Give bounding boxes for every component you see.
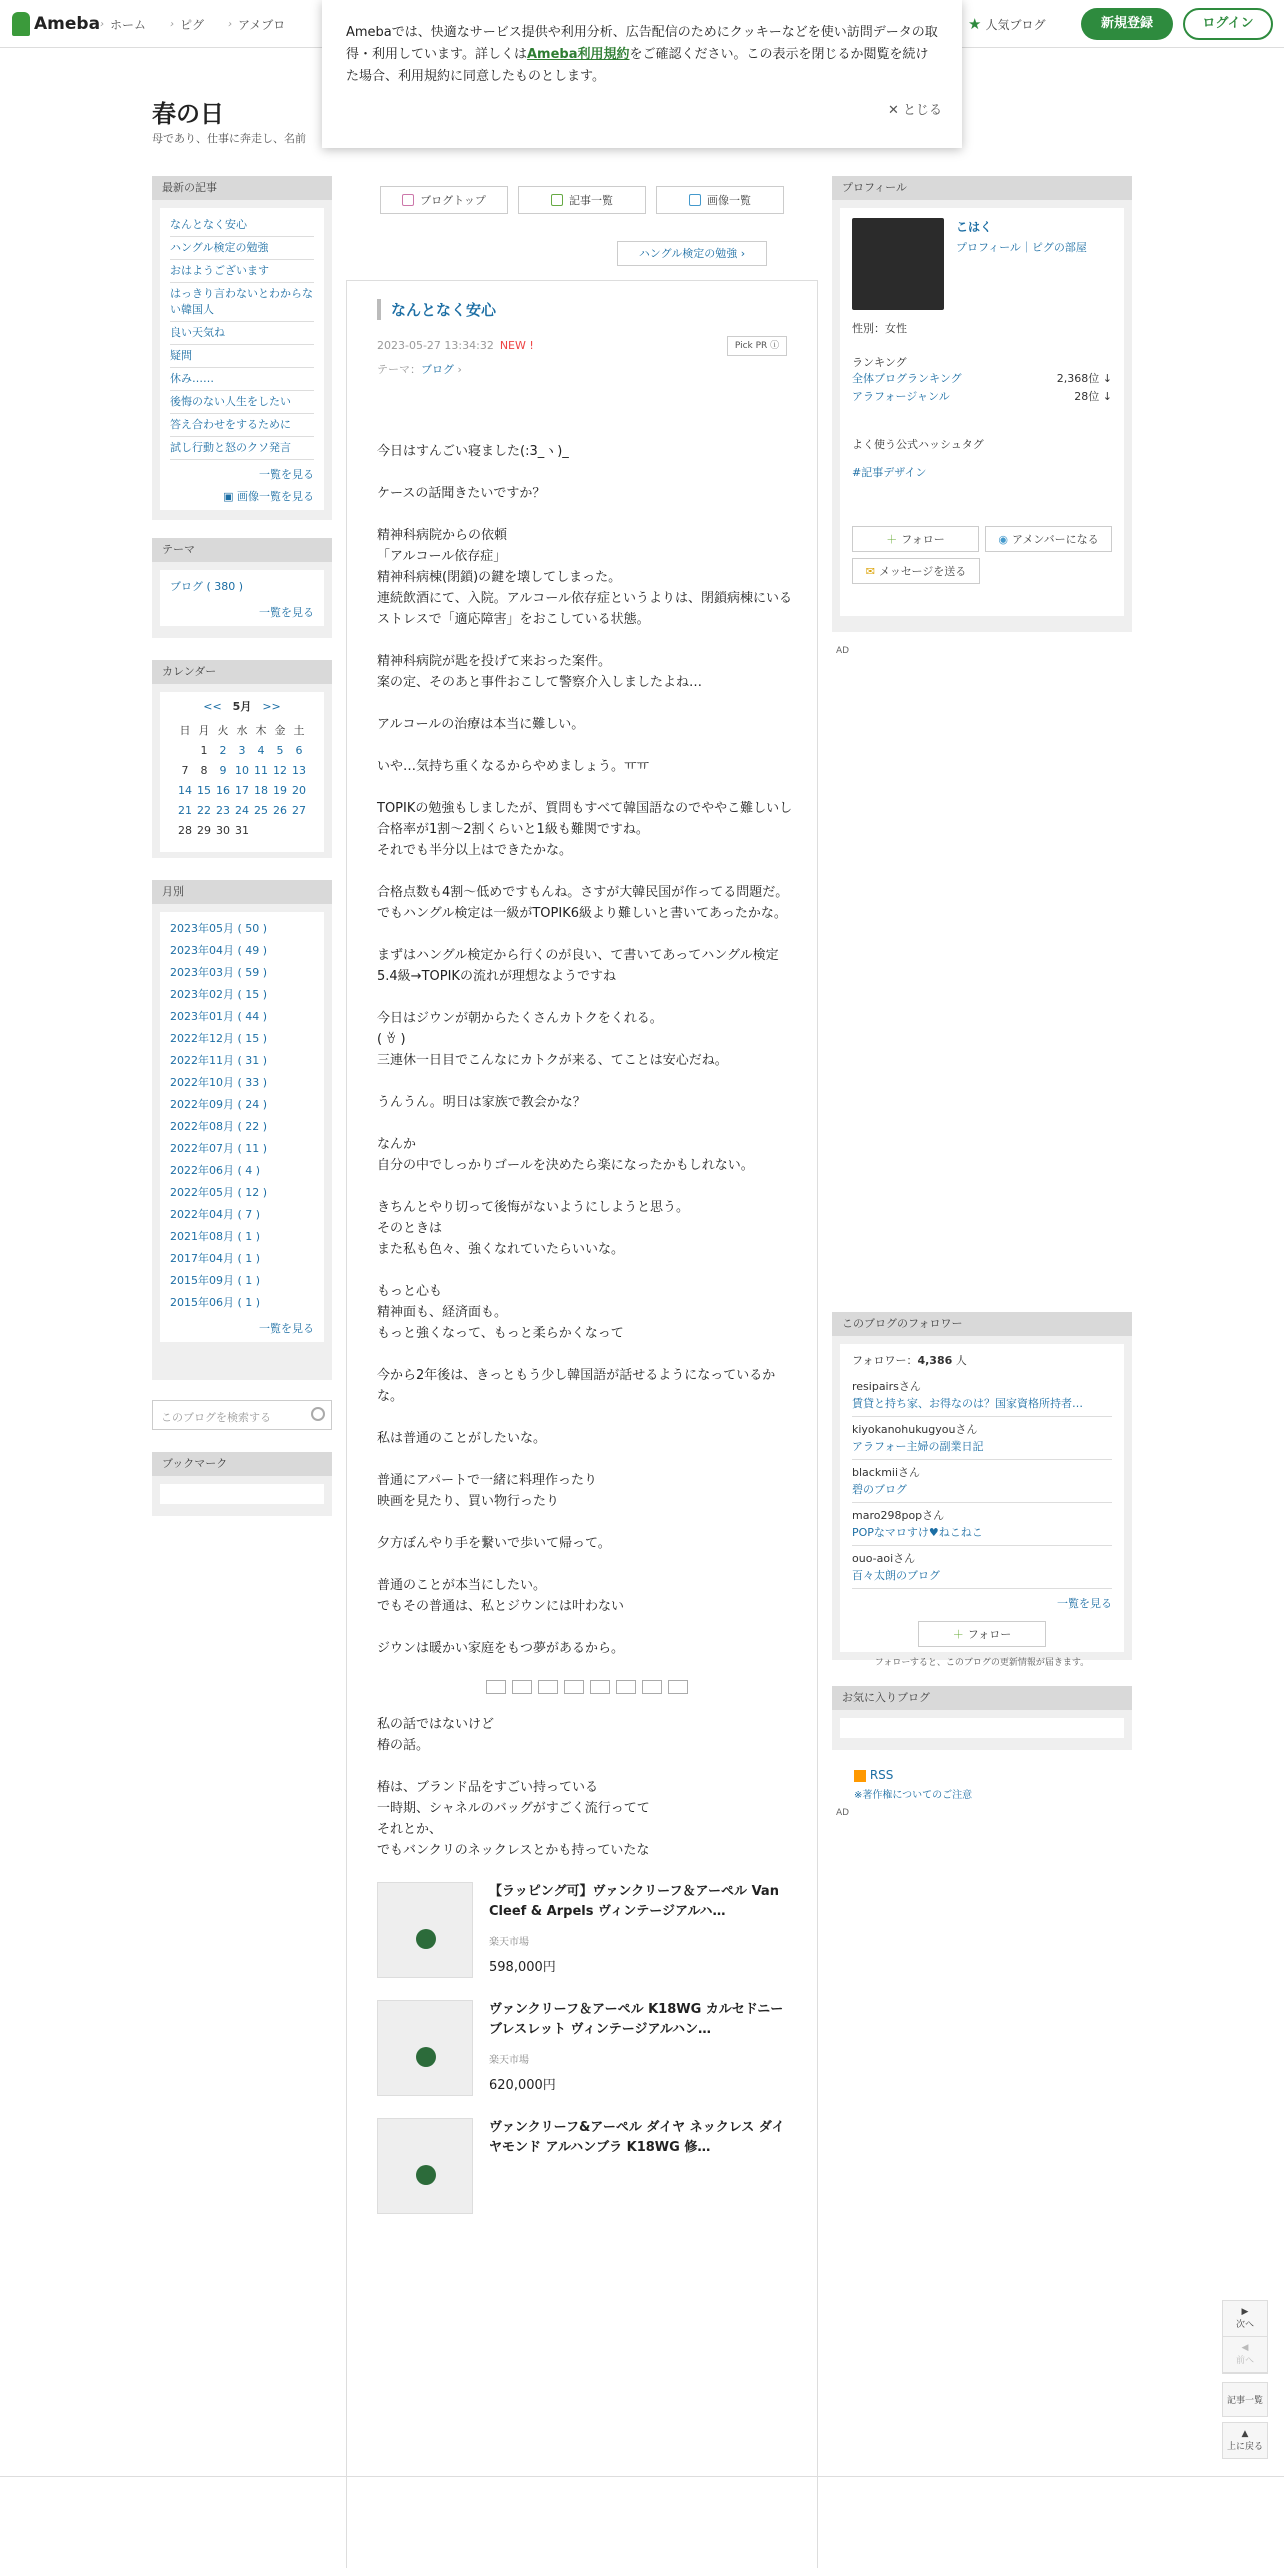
calendar-day: 31 bbox=[235, 823, 249, 837]
followers-inner bbox=[840, 1344, 1124, 1668]
profile-heading: プロフィール bbox=[832, 176, 1132, 200]
month-archive-link[interactable]: 2023年04月 ( 49 ) bbox=[170, 944, 268, 957]
copyright-link[interactable] bbox=[854, 1786, 972, 1801]
bookmark-list bbox=[160, 1484, 324, 1504]
article-paragraph: もっと心も 精神面も、経済面も。 もっと強くなって、もっと柔らかくなって bbox=[377, 1284, 624, 1341]
article-list-label: 記事一覧 bbox=[1226, 2396, 1263, 2406]
recent-articles-box bbox=[152, 176, 332, 520]
profile-links[interactable]: プロフィール｜ピグの部屋 bbox=[956, 241, 1087, 254]
message-label: メッセージを送る bbox=[878, 565, 967, 578]
month-archive-link[interactable]: 2015年06月 ( 1 ) bbox=[170, 1296, 261, 1309]
follower-item bbox=[852, 1417, 1112, 1460]
next-label: 次へ bbox=[1235, 2320, 1254, 2330]
image-list-label: 画像一覧を見る bbox=[237, 490, 314, 503]
plus-icon: ＋ bbox=[952, 1628, 964, 1641]
hashtag-link[interactable]: #記事デザイン bbox=[852, 466, 927, 479]
follow-button-2[interactable] bbox=[918, 1621, 1046, 1647]
prev-article-button[interactable]: ◀ 前へ bbox=[1223, 2337, 1267, 2373]
broken-image-icon bbox=[668, 1680, 688, 1694]
product-name[interactable]: ヴァンクリーフ＆アーペル K18WG カルセドニー ブレスレット ヴィンテージアルハン… bbox=[489, 2002, 784, 2037]
product-card[interactable] bbox=[377, 2118, 797, 2214]
calendar-day-link[interactable]: 9 bbox=[219, 763, 227, 777]
recent-article-link[interactable]: ハングル検定の勉強 bbox=[170, 237, 314, 260]
image-icon: ▣ bbox=[223, 490, 237, 503]
product-card[interactable] bbox=[377, 1882, 797, 1978]
follow-note: フォローすると、このブログの更新情報が届きます。 bbox=[874, 1658, 1090, 1668]
calendar-month: 5月 bbox=[232, 700, 252, 713]
ad-label-2: AD bbox=[836, 1808, 850, 1818]
login-button[interactable]: ログイン bbox=[1183, 8, 1273, 40]
follower-blog-link[interactable]: 碧のブログ bbox=[852, 1483, 907, 1496]
pickpr-button[interactable]: Pick PR ⓘ bbox=[727, 336, 787, 356]
profile-gender: 性別：女性 bbox=[852, 322, 907, 335]
calendar-day-link[interactable]: 23 bbox=[216, 803, 230, 817]
list-icon bbox=[551, 194, 563, 206]
recent-article-link[interactable]: 試し行動と怒のクソ発言 bbox=[170, 437, 314, 460]
calendar-day-link[interactable]: 21 bbox=[178, 803, 192, 817]
follower-count-unit: 人 bbox=[955, 1354, 967, 1367]
calendar-box bbox=[152, 660, 332, 858]
cookie-close-button[interactable] bbox=[888, 100, 942, 122]
month-archive-link[interactable]: 2022年05月 ( 12 ) bbox=[170, 1186, 268, 1199]
product-price: 598,000円 bbox=[489, 1960, 556, 1975]
month-archive-link[interactable]: 2017年04月 ( 1 ) bbox=[170, 1252, 261, 1265]
weekday: 木 bbox=[255, 724, 267, 737]
top-nav bbox=[100, 16, 285, 33]
recent-article-link[interactable]: はっきり言わないとわからない韓国人 bbox=[170, 283, 314, 322]
article-paragraph: うんうん。明日は家族で教会かな？ bbox=[377, 1095, 586, 1110]
article bbox=[346, 280, 818, 2568]
broken-image-icon bbox=[486, 1680, 506, 1694]
month-archive-link[interactable]: 2015年09月 ( 1 ) bbox=[170, 1274, 261, 1287]
calendar-day-link[interactable]: 15 bbox=[197, 783, 211, 797]
article-paragraph: 今日はすんごい寝ました(:3_ヽ)_ bbox=[377, 444, 569, 459]
follow-button[interactable] bbox=[852, 526, 979, 552]
calendar-day: 30 bbox=[216, 823, 230, 837]
recent-article-link[interactable]: 答え合わせをするために bbox=[170, 414, 314, 437]
blog-icon bbox=[402, 194, 414, 206]
broken-image-icon bbox=[642, 1680, 662, 1694]
theme-link-blog[interactable]: ブログ ( 380 ) bbox=[170, 580, 244, 593]
article-date: 2023-05-27 13:34:32 bbox=[377, 339, 494, 352]
amember-label: アメンバーになる bbox=[1012, 533, 1099, 546]
bookmark-box bbox=[152, 1452, 332, 1516]
calendar-day-link[interactable]: 26 bbox=[273, 803, 287, 817]
top-label: 上に戻る bbox=[1226, 2442, 1263, 2452]
article-theme-link[interactable]: ブログ bbox=[421, 363, 454, 376]
calendar-day-link[interactable]: 27 bbox=[292, 803, 306, 817]
rss-icon bbox=[854, 1770, 866, 1782]
article-paragraph: いや…気持ち重くなるからやめましょう。ㅠㅠ bbox=[377, 759, 650, 774]
monthly-list bbox=[160, 912, 324, 1342]
genre-ranking-link[interactable]: アラフォージャンル bbox=[852, 390, 950, 403]
article-paragraph: 合格点数も4割〜低めですもんね。さすが大韓民国が作ってる問題だ。 でもハングル検定は一級がTOPIK6級より難しいと書いてあったかな。 bbox=[377, 885, 789, 921]
nav-ameblo[interactable]: › アメブロ bbox=[228, 18, 286, 32]
recent-articles-list bbox=[160, 208, 324, 510]
follower-user[interactable]: ouo-aoiさん bbox=[852, 1552, 916, 1565]
chevron-right-icon: › bbox=[228, 19, 233, 30]
follower-count-label: フォロワー： bbox=[852, 1354, 918, 1367]
calendar-day-link[interactable]: 11 bbox=[254, 763, 268, 777]
article-paragraph: 私は普通のことがしたいな。 bbox=[377, 1431, 547, 1446]
favorite-box bbox=[832, 1686, 1132, 1750]
calendar-day-link[interactable]: 25 bbox=[254, 803, 268, 817]
hashtag-heading: よく使う公式ハッシュタグ bbox=[852, 438, 984, 451]
article-paragraph: きちんとやり切って後悔がないようにしようと思う。 そのときは また私も色々、強くなれていたらいいな。 bbox=[377, 1200, 690, 1257]
amember-button[interactable] bbox=[985, 526, 1112, 552]
follower-user[interactable]: blackmiiさん bbox=[852, 1466, 921, 1479]
calendar-heading: カレンダー bbox=[152, 660, 332, 684]
product-name[interactable]: ヴァンクリーフ&アーペル ダイヤ ネックレス ダイヤモンド アルハンブラ K18WG 修… bbox=[489, 2120, 785, 2155]
follower-count-value: 4,386 bbox=[917, 1354, 953, 1367]
calendar-day-link[interactable]: 13 bbox=[292, 763, 306, 777]
article-paragraph: 椿は、ブランド品をすごい持っている 一時期、シャネルのバッグがすごく流行ってて それとか、 でもバンクリのネックレスとかも持っていたな bbox=[377, 1780, 650, 1858]
rss-link[interactable] bbox=[854, 1768, 893, 1782]
calendar-day-link[interactable]: 14 bbox=[178, 783, 192, 797]
month-archive-link[interactable]: 2022年09月 ( 24 ) bbox=[170, 1098, 268, 1111]
overall-ranking-link[interactable]: 全体ブログランキング bbox=[852, 372, 962, 385]
ad-label: AD bbox=[836, 646, 850, 656]
cookie-text-2: をご確認ください。この表示を閉じるか閲覧を続けた場合、利用規約に同意したものとします。 bbox=[346, 47, 929, 84]
product-image[interactable] bbox=[377, 2000, 473, 2096]
theme-list bbox=[160, 570, 324, 626]
calendar-day-link[interactable]: 2 bbox=[219, 743, 227, 757]
product-card[interactable] bbox=[377, 2000, 797, 2096]
close-icon: ✕ bbox=[887, 103, 903, 118]
article-paragraph: 今日はジウンが朝からたくさんカトクをくれる。 ( ꈊ ) 三連休一日目でこんなにカトクが来る、てことは安心だね。 bbox=[377, 1011, 728, 1068]
recent-article-link[interactable]: 後悔のない人生をしたい bbox=[170, 391, 314, 414]
follower-user[interactable]: resipairsさん bbox=[852, 1380, 921, 1393]
logo-text: Ameba bbox=[34, 14, 101, 34]
product-shop: 楽天市場 bbox=[489, 1937, 529, 1948]
popular-label: 人気ブログ bbox=[985, 17, 1046, 32]
follower-user[interactable]: maro298popさん bbox=[852, 1509, 945, 1522]
calendar-day: 28 bbox=[178, 823, 192, 837]
calendar-day-link[interactable]: 5 bbox=[276, 743, 284, 757]
article-paragraph: まずはハングル検定から行くのが良い、て書いてあってハングル検定5.4級→TOPIKの流れが理想なようですね bbox=[377, 948, 779, 984]
genre-rank: 28位 bbox=[1074, 390, 1100, 403]
recent-articles-heading: 最新の記事 bbox=[152, 176, 332, 200]
follower-count bbox=[852, 1352, 1112, 1368]
broken-image-icon bbox=[538, 1680, 558, 1694]
follower-blog-link[interactable]: アラフォー主婦の副業日記 bbox=[852, 1440, 984, 1453]
calendar-grid bbox=[176, 720, 309, 840]
follower-item bbox=[852, 1374, 1112, 1417]
tab-label: ブログトップ bbox=[420, 194, 486, 207]
weekday: 日 bbox=[179, 724, 191, 737]
weekday: 土 bbox=[293, 724, 305, 737]
calendar-day: 8 bbox=[200, 763, 208, 777]
tab-blog-top[interactable] bbox=[380, 186, 508, 214]
favorite-heading: お気に入りブログ bbox=[832, 1686, 1132, 1710]
footer-divider bbox=[0, 2476, 1284, 2477]
calendar-day-link[interactable]: 19 bbox=[273, 783, 287, 797]
article-paragraph: 精神科病院が匙を投げて来おった案件。 案の定、そのあと事件おこして警察介入しましたよね… bbox=[377, 654, 703, 690]
favorite-list bbox=[840, 1718, 1124, 1738]
calendar bbox=[160, 692, 324, 852]
search-icon[interactable] bbox=[311, 1407, 325, 1421]
emoji-image-row bbox=[377, 1680, 797, 1694]
chevron-right-icon: › bbox=[170, 19, 175, 30]
followers-more-link[interactable]: 一覧を見る bbox=[1057, 1597, 1112, 1610]
month-archive-link[interactable]: 2023年02月 ( 15 ) bbox=[170, 988, 268, 1001]
product-info bbox=[489, 2000, 797, 2096]
article-paragraph: 今から2年後は、きっともう少し韓国語が話せるようになっているかな。 bbox=[377, 1368, 776, 1404]
ranking-heading: ランキング bbox=[852, 356, 907, 369]
calendar-day-link[interactable]: 4 bbox=[257, 743, 265, 757]
calendar-day-link[interactable]: 3 bbox=[238, 743, 246, 757]
message-button[interactable] bbox=[852, 558, 980, 584]
article-paragraph: 夕方ぼんやり手を繋いで歩いて帰って。 bbox=[377, 1536, 611, 1551]
follower-item bbox=[852, 1546, 1112, 1589]
calendar-day-link[interactable]: 10 bbox=[235, 763, 249, 777]
tab-label: 画像一覧 bbox=[707, 194, 751, 207]
weekday: 月 bbox=[198, 724, 210, 737]
overall-rank: 2,368位 bbox=[1056, 372, 1100, 385]
follow-label: フォロー bbox=[967, 1628, 1012, 1641]
recent-article-link[interactable]: 疑問 bbox=[170, 345, 314, 368]
calendar-day: 29 bbox=[197, 823, 211, 837]
broken-image-icon bbox=[616, 1680, 636, 1694]
follow-label: フォロー bbox=[901, 533, 945, 546]
product-image[interactable] bbox=[377, 2118, 473, 2214]
article-body bbox=[377, 441, 797, 2236]
follower-blog-link[interactable]: 百々太朗のブログ bbox=[852, 1569, 940, 1582]
followers-heading: このブログのフォロワー bbox=[832, 1312, 1132, 1336]
ameba-logo-icon bbox=[12, 12, 30, 36]
article-title[interactable]: なんとなく安心 bbox=[377, 299, 496, 320]
monthly-heading: 月別 bbox=[152, 880, 332, 904]
month-archive-link[interactable]: 2021年08月 ( 1 ) bbox=[170, 1230, 261, 1243]
article-theme: テーマ：ブログ › bbox=[377, 363, 462, 376]
calendar-day-link[interactable]: 12 bbox=[273, 763, 287, 777]
nav-pigg[interactable]: › ピグ bbox=[170, 18, 205, 32]
register-button[interactable]: 新規登録 bbox=[1081, 8, 1173, 40]
chevron-right-icon: › bbox=[100, 19, 104, 30]
month-archive-link[interactable]: 2022年12月 ( 15 ) bbox=[170, 1032, 268, 1045]
tab-label: 記事一覧 bbox=[569, 194, 613, 207]
month-archive-link[interactable]: 2022年07月 ( 11 ) bbox=[170, 1142, 268, 1155]
tab-article-list[interactable] bbox=[518, 186, 646, 214]
bookmark-heading: ブックマーク bbox=[152, 1452, 332, 1476]
calendar-day: 7 bbox=[181, 763, 189, 777]
calendar-day-link[interactable]: 17 bbox=[235, 783, 249, 797]
article-paragraph: ケースの話聞きたいですか？ bbox=[377, 486, 546, 501]
broken-image-icon bbox=[564, 1680, 584, 1694]
article-paragraph: 普通のことが本当にしたい。 でもその普通は、私とジウンには叶わない bbox=[377, 1578, 625, 1614]
weekday: 火 bbox=[217, 724, 229, 737]
ranking-row: アラフォージャンル 28位 ↓ bbox=[852, 388, 1112, 406]
weekday: 水 bbox=[236, 724, 248, 737]
nav-home[interactable]: › ホーム bbox=[100, 18, 147, 32]
article-paragraph: ジウンは暖かい家庭をもつ夢があるから。 bbox=[377, 1641, 625, 1656]
month-archive-link[interactable]: 2022年11月 ( 31 ) bbox=[170, 1054, 268, 1067]
cookie-text: Amebaでは、快適なサービス提供や利用分析、広告配信のためにクッキーなどを使い訪問データの取得・利用しています。詳しくは bbox=[346, 25, 938, 62]
month-archive-link[interactable]: 2023年05月 ( 50 ) bbox=[170, 922, 268, 935]
calendar-day-link[interactable]: 16 bbox=[216, 783, 230, 797]
product-image[interactable] bbox=[377, 1882, 473, 1978]
month-more-link[interactable]: 一覧を見る bbox=[259, 1322, 314, 1335]
new-badge: NEW ! bbox=[499, 339, 534, 352]
theme-box bbox=[152, 538, 332, 638]
weekday: 金 bbox=[274, 724, 286, 737]
calendar-day-link[interactable]: 6 bbox=[295, 743, 303, 757]
close-label: とじる bbox=[902, 103, 942, 118]
broken-image-icon bbox=[590, 1680, 610, 1694]
blog-search-input[interactable] bbox=[152, 1400, 332, 1430]
next-article-button[interactable]: ▶ 次へ bbox=[1223, 2301, 1267, 2337]
article-list-button[interactable] bbox=[1222, 2382, 1268, 2417]
recent-article-link[interactable]: 休み…… bbox=[170, 368, 314, 391]
follower-item bbox=[852, 1503, 1112, 1546]
product-info bbox=[489, 1882, 797, 1978]
prev-label: 前へ bbox=[1235, 2356, 1254, 2366]
calendar-day bbox=[176, 740, 195, 760]
next-topic-button[interactable]: ハングル検定の勉強 › bbox=[617, 241, 767, 266]
article-paragraph: TOPIKの勉強もしましたが、質問もすべて韓国語なのでややこ難しいし 合格率が1割〜2割くらいと1級も難関ですね。 それでも半分以上はできたかな。 bbox=[377, 801, 793, 858]
tab-image-list[interactable] bbox=[656, 186, 784, 214]
follower-item bbox=[852, 1460, 1112, 1503]
article-paragraph: アルコールの治療は本当に難しい。 bbox=[377, 717, 585, 732]
calendar-day-link[interactable]: 24 bbox=[235, 803, 249, 817]
followers-box bbox=[832, 1312, 1132, 1668]
floating-nav bbox=[1222, 2300, 1268, 2374]
avatar[interactable] bbox=[852, 218, 944, 310]
popular-blog-link[interactable] bbox=[968, 15, 1045, 33]
article-paragraph: 精神科病院からの依頼 「アルコール依存症」 精神科病棟(閉鎖)の鍵を壊してしまった。 連続飲酒にて、入院。アルコール依存症というよりは、閉鎖病棟にいるストレスで「適応障害」をおこしている状態。 bbox=[377, 528, 792, 627]
follower-list bbox=[852, 1374, 1112, 1589]
crown-icon: ★ bbox=[968, 15, 982, 33]
blog-tabs bbox=[380, 186, 784, 214]
blog-description: 母であり、仕事に奔走し、名前 bbox=[152, 132, 306, 145]
product-name[interactable]: 【ラッピング可】ヴァンクリーフ＆アーペル Van Cleef & Arpels ヴィンテージアルハ… bbox=[489, 1884, 779, 1919]
recent-article-link[interactable]: なんとなく安心 bbox=[170, 214, 314, 237]
rss-label[interactable]: RSS bbox=[869, 1768, 894, 1782]
article-paragraph: 普通にアパートで一緒に料理作ったり 映画を見たり、買い物行ったり bbox=[377, 1473, 597, 1509]
recent-article-link[interactable]: 良い天気ね bbox=[170, 322, 314, 345]
calendar-day-link[interactable]: 18 bbox=[254, 783, 268, 797]
recent-more-link[interactable]: 一覧を見る bbox=[259, 468, 314, 481]
month-archive-link[interactable]: 2023年01月 ( 44 ) bbox=[170, 1010, 268, 1023]
broken-image-icon bbox=[512, 1680, 532, 1694]
calendar-prev[interactable]: << bbox=[203, 700, 222, 713]
blog-title[interactable]: 春の日 bbox=[152, 100, 224, 128]
profile-inner bbox=[840, 208, 1124, 616]
month-archive-link[interactable]: 2022年06月 ( 4 ) bbox=[170, 1164, 261, 1177]
follower-user[interactable]: kiyokanohukugyouさん bbox=[852, 1423, 978, 1436]
article-paragraph: なんか 自分の中でしっかりゴールを決めたら楽になったかもしれない。 bbox=[377, 1137, 754, 1173]
month-archive-link[interactable]: 2022年10月 ( 33 ) bbox=[170, 1076, 268, 1089]
image-icon bbox=[689, 194, 701, 206]
theme-heading: テーマ bbox=[152, 538, 332, 562]
calendar-day-link[interactable]: 20 bbox=[292, 783, 306, 797]
theme-more-link[interactable]: 一覧を見る bbox=[259, 606, 314, 619]
product-price: 620,000円 bbox=[489, 2078, 556, 2093]
back-to-top-button[interactable]: ▲ 上に戻る bbox=[1222, 2422, 1268, 2459]
cookie-banner bbox=[322, 0, 962, 148]
recent-article-link[interactable]: おはようございます bbox=[170, 260, 314, 283]
follower-blog-link[interactable]: POPなマロすけ♥ねこねこ bbox=[852, 1526, 983, 1539]
follower-blog-link[interactable]: 賃貸と持ち家、お得なのは？国家資格所持者… bbox=[852, 1397, 1083, 1410]
article-paragraph: 私の話ではないけど 椿の話。 bbox=[377, 1717, 495, 1753]
search-placeholder: このブログを検索する bbox=[161, 1411, 271, 1424]
copyright-label[interactable]: ※著作権についてのご注意 bbox=[854, 1790, 973, 1801]
terms-link[interactable]: Ameba利用規約 bbox=[526, 47, 630, 62]
plus-icon: ＋ bbox=[886, 533, 898, 546]
calendar-day-link[interactable]: 22 bbox=[197, 803, 211, 817]
product-shop: 楽天市場 bbox=[489, 2055, 529, 2066]
calendar-next[interactable]: >> bbox=[262, 700, 281, 713]
profile-box bbox=[832, 176, 1132, 632]
theme-label: テーマ： bbox=[377, 363, 421, 376]
month-archive-link[interactable]: 2022年08月 ( 22 ) bbox=[170, 1120, 268, 1133]
monthly-archive-box bbox=[152, 880, 332, 1380]
article-meta bbox=[377, 339, 534, 352]
month-archive-link[interactable]: 2023年03月 ( 59 ) bbox=[170, 966, 268, 979]
image-list-link[interactable] bbox=[170, 488, 314, 504]
amember-icon: ◉ bbox=[998, 532, 1009, 546]
topic-label: ハングル検定の勉強 bbox=[638, 247, 738, 260]
ranking-row: 全体ブログランキング 2,368位 ↓ bbox=[852, 370, 1112, 388]
calendar-day: 1 bbox=[200, 743, 208, 757]
product-info bbox=[489, 2118, 797, 2214]
ameba-logo[interactable] bbox=[12, 12, 100, 36]
month-archive-link[interactable]: 2022年04月 ( 7 ) bbox=[170, 1208, 261, 1221]
pickpr-label: Pick PR bbox=[734, 341, 768, 351]
profile-name[interactable]: こはく bbox=[956, 220, 993, 234]
mail-icon: ✉ bbox=[865, 564, 875, 578]
